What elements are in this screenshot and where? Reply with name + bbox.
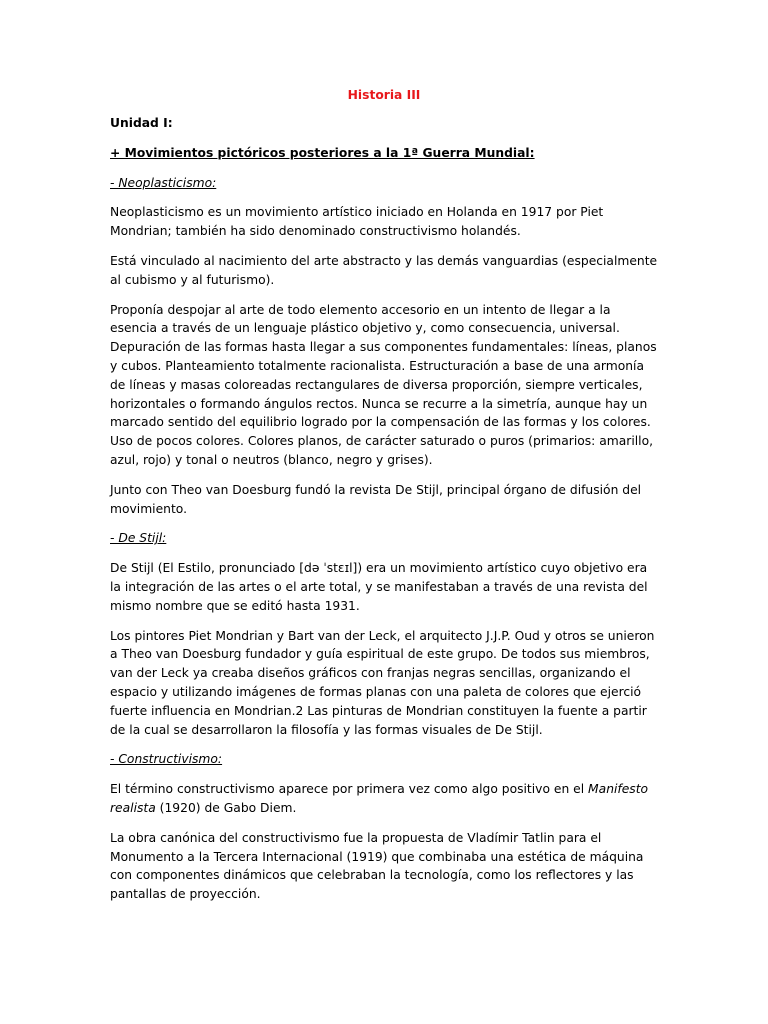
document-title: Historia III (347, 88, 421, 102)
neoplasticismo-heading: - Neoplasticismo: (110, 175, 217, 190)
de-stijl-paragraph-1: De Stijl (El Estilo, pronunciado [də ˈstɛɪl]) era un movimiento artístico cuyo objetivo era la integración de las artes o el arte total, y se manifestaban a través de una revista del mismo nombre que se editó hasta 1931. (110, 561, 648, 613)
constructivismo-paragraph-2: La obra canónica del constructivismo fue la propuesta de Vladímir Tatlin para el Monumento a la Tercera Internacional (1919) que combinaba una estética de máquina con componentes dinámicos que celebraban la tecnología, como los reflectores y las pantallas de proyección. (110, 830, 644, 902)
movements-heading: + Movimientos pictóricos posteriores a la 1ª Guerra Mundial: (110, 145, 535, 160)
document-page (110, 86, 658, 915)
constructivismo-paragraph-1-end: (1920) de Gabo Diem. (155, 800, 297, 815)
neoplasticismo-paragraph-3: Proponía despojar al arte de todo elemento accesorio en un intento de llegar a la esencia a través de un lenguaje plástico objetivo y, como consecuencia, universal. Depuración de las formas hasta llegar a sus componentes fundamentales: líneas, planos y cubos. Planteamiento totalmente racionalista. Estructuración a base de una armonía de líneas y masas coloreadas rectangulares de diversa proporción, siempre verticales, horizontales o formando ángulos rectos. Nunca se recurre a la simetría, aunque hay un marcado sentido del equilibrio logrado por la compensación de las formas y los colores. Uso de pocos colores. Colores planos, de carácter saturado o puros (primarios: amarillo, azul, rojo) y tonal o neutros (blanco, negro y grises). (110, 302, 657, 467)
constructivismo-paragraph-1-start: El término constructivismo aparece por primera vez como algo positivo en el (110, 782, 589, 797)
de-stijl-heading: - De Stijl: (110, 531, 167, 546)
neoplasticismo-paragraph-2: Está vinculado al nacimiento del arte abstracto y las demás vanguardias (especialmente al cubismo y al futurismo). (110, 253, 658, 287)
de-stijl-paragraph-2: Los pintores Piet Mondrian y Bart van der Leck, el arquitecto J.J.P. Oud y otros se unieron a Theo van Doesburg fundador y guía espiritual de este grupo. De todos sus miembros, van der Leck ya creaba diseños gráficos con franjas negras sencillas, organizando el espacio y utilizando imágenes de formas planas con una paleta de colores que ejerció fuerte influencia en Mondrian.2 Las pinturas de Mondrian constituyen la fuente a partir de la cual se desarrollaron la filosofía y las formas visuales de De Stijl. (110, 628, 655, 737)
manifesto-title: Manifesto realista (110, 782, 649, 815)
constructivismo-paragraph-1 (110, 780, 658, 818)
unit-heading: Unidad I: (110, 116, 173, 130)
neoplasticismo-paragraph-1: Neoplasticismo es un movimiento artístico iniciado en Holanda en 1917 por Piet Mondrian; también ha sido denominado constructivismo holandés. (110, 205, 604, 239)
constructivismo-heading: - Constructivismo: (110, 752, 223, 767)
neoplasticismo-paragraph-4: Junto con Theo van Doesburg fundó la revista De Stijl, principal órgano de difusión del movimiento. (110, 482, 642, 516)
